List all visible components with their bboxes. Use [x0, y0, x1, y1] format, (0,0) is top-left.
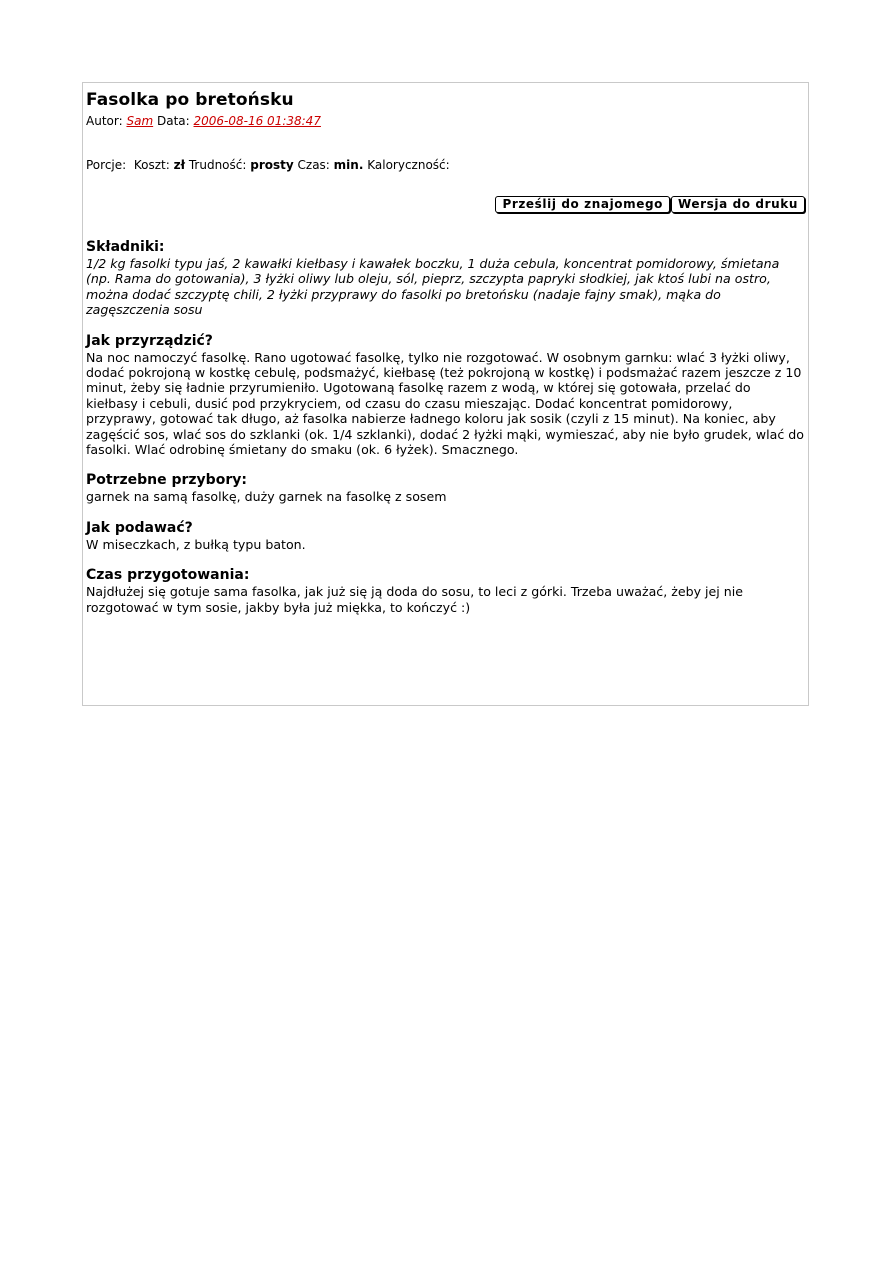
- tools-section: [86, 472, 805, 504]
- portions-label: Porcje:: [86, 158, 127, 172]
- tools-heading: Potrzebne przybory:: [86, 472, 247, 489]
- prep-time-section: [86, 567, 805, 615]
- time-unit: min.: [333, 158, 364, 172]
- ingredients-heading: Składniki:: [86, 239, 165, 255]
- ingredients-section: [86, 239, 805, 318]
- date-label: Data:: [156, 114, 190, 128]
- author-label: Autor:: [86, 114, 123, 128]
- calories-label: Kaloryczność:: [367, 158, 450, 172]
- author-link[interactable]: Sam: [126, 114, 154, 128]
- ingredients-text: 1/2 kg fasolki typu jaś, 2 kawałki kiełbasy i kawałek boczku, 1 duża cebula, koncentrat pomidorowy, śmietana (np. Rama do gotowania), 3 łyżki oliwy lub oleju, sól, pieprz, szczypta papryki słodkiej, jak ktoś lubi na ostro, można dodać szczyptę chili, 2 łyżki przyprawy do fasolki po bretońsku (nadaje fajny smak), mąka do zagęszczenia sosu: [86, 256, 780, 318]
- serving-heading: Jak podawać?: [86, 519, 193, 536]
- preparation-section: [86, 333, 805, 458]
- cost-label: Koszt:: [133, 158, 170, 172]
- print-version-button[interactable]: Wersja do druku: [671, 196, 805, 213]
- tools-text: garnek na samą fasolkę, duży garnek na fasolkę z sosem: [86, 489, 447, 505]
- action-buttons: [86, 193, 805, 213]
- serving-text: W miseczkach, z bułką typu baton.: [86, 536, 306, 552]
- recipe-title: Fasolka po bretońsku: [86, 90, 294, 110]
- recipe-stats: [86, 158, 805, 173]
- time-label: Czas:: [297, 158, 330, 172]
- difficulty-label: Trudność:: [188, 158, 247, 172]
- recipe-container: [82, 82, 809, 706]
- difficulty-value: prosty: [250, 158, 294, 172]
- preparation-text: Na noc namoczyć fasolkę. Rano ugotować fasolkę, tylko nie rozgotować. W osobnym garnku: wlać 3 łyżki oliwy, dodać pokrojoną w kostkę cebulę, podsmażyć, kiełbasę (też pokrojoną w kostkę) i podsmażać razem jeszcze z 10 minut, żeby się ładnie przyrumieniło. Ugotowaną fasolkę razem z wodą, w której się gotowała, przelać do kiełbasy i cebuli, dusić pod przykryciem, od czasu do czasu mieszając. Dodać koncentrat pomidorowy, przyprawy, gotować tak długo, aż fasolka nabierze ładnego koloru jak sosik (czyli z 15 minut). Na koniec, aby zagęścić sos, wlać sos do szklanki (ok. 1/4 szklanki), dodać 2 łyżki mąki, wymieszać, aby nie było grudek, wlać do fasolki. Wlać odrobinę śmietany do smaku (ok. 6 łyżek). Smacznego.: [86, 349, 804, 458]
- prep-time-text: Najdłużej się gotuje sama fasolka, jak już się ją doda do sosu, to leci z górki. Trzeba uważać, żeby jej nie rozgotować w tym sosie, jakby była już miękka, to kończyć :): [86, 584, 744, 615]
- send-to-friend-button[interactable]: Prześlij do znajomego: [495, 196, 670, 213]
- date-link[interactable]: 2006-08-16 01:38:47: [193, 114, 321, 128]
- serving-section: [86, 520, 805, 552]
- preparation-heading: Jak przyrządzić?: [86, 332, 213, 349]
- recipe-meta: [86, 114, 805, 129]
- prep-time-heading: Czas przygotowania:: [86, 567, 250, 584]
- cost-unit: zł: [173, 158, 186, 172]
